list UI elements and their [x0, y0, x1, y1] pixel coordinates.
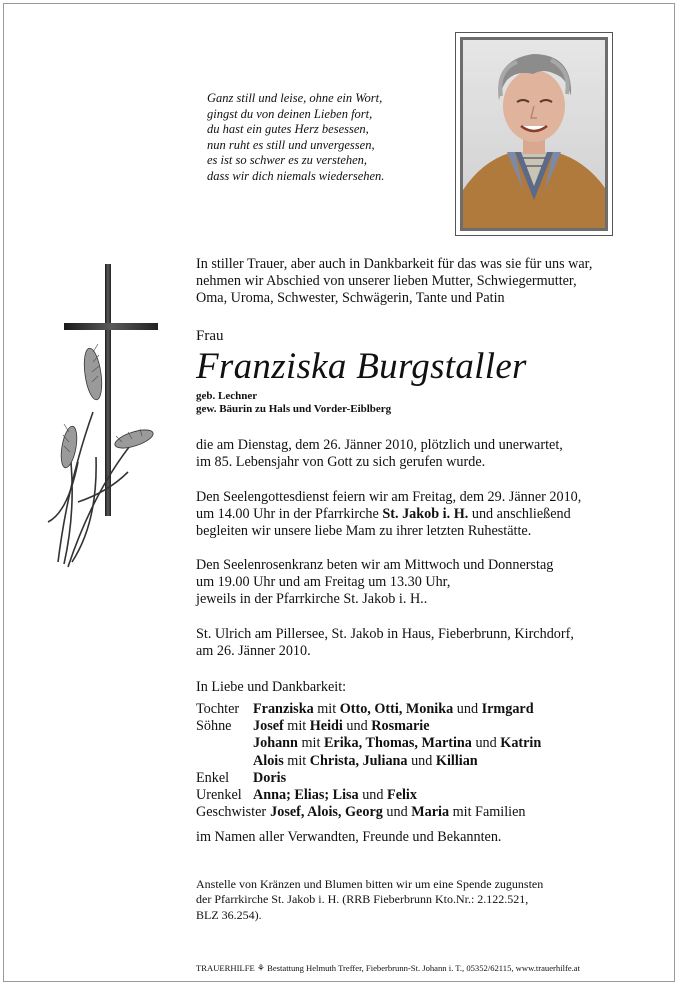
funeral-text: und anschließend — [468, 506, 571, 522]
church-name: St. Jakob i. H. — [382, 506, 469, 522]
footer-text: Bestattung Helmuth Treffer, Fieberbrunn-St. Johann i. T., 05352/62115, www.trauerhilfe.at — [267, 963, 581, 973]
family-name: Alois — [253, 752, 284, 769]
family-members — [270, 804, 525, 820]
family-relation: Geschwister — [196, 804, 267, 821]
family-relation: Tochter — [196, 701, 240, 717]
family-connector: mit Familien — [449, 804, 526, 821]
family-members — [253, 753, 478, 770]
family-name: Johann — [253, 735, 298, 752]
family-connector: und — [382, 804, 412, 821]
poem-line: du hast ein gutes Herz besessen, — [207, 122, 369, 137]
places-line: St. Ulrich am Pillersee, St. Jakob in Haus, Fieberbrunn, Kirchdorf, — [196, 626, 574, 642]
family-members — [253, 770, 286, 787]
family-connector: und — [407, 752, 436, 769]
family-name: Rosmarie — [371, 718, 430, 735]
wheat-icon: ⚘ — [256, 963, 265, 973]
footer — [196, 963, 580, 974]
family-name: Christa, Juliana — [309, 752, 408, 769]
places-date — [196, 626, 574, 660]
footer-brand: TRAUERHILFE — [196, 963, 255, 973]
family-list — [196, 701, 542, 821]
note-line: BLZ 36.254). — [196, 907, 262, 922]
family-relation: Urenkel — [196, 786, 242, 803]
note-line: Anstelle von Kränzen und Blumen bitten wir um eine Spende zugunsten — [196, 877, 544, 891]
family-members — [253, 701, 534, 718]
occupation: gew. Bäurin zu Hals und Vorder-Eiblberg — [196, 403, 392, 415]
family-name: Heidi — [309, 718, 343, 735]
family-connector: und — [358, 786, 388, 803]
family-members — [253, 735, 541, 752]
birth-name: geb. Lechner — [196, 390, 258, 402]
family-name: Franziska — [253, 701, 314, 717]
rosary-line: Den Seelenrosenkranz beten wir am Mittwoch und Donnerstag — [196, 557, 554, 573]
family-connector: mit — [297, 735, 324, 752]
family-row — [196, 701, 534, 718]
poem-line: nun ruht es still und unvergessen, — [207, 137, 375, 152]
family-connector: mit — [283, 752, 310, 769]
family-relation: Enkel — [196, 769, 230, 786]
donation-note — [196, 877, 543, 923]
intro-line: nehmen wir Abschied von unserer lieben Mutter, Schwiegermutter, — [196, 273, 577, 289]
family-name: Anna; Elias; Lisa — [253, 786, 359, 803]
poem-line: es ist so schwer es zu verstehen, — [207, 153, 368, 168]
family-name: Josef, Alois, Georg — [270, 804, 383, 821]
family-name: Otto, Otti, Monika — [339, 701, 454, 717]
family-name: Irmgard — [481, 701, 534, 717]
places-line: am 26. Jänner 2010. — [196, 643, 311, 659]
cross-with-wheat-icon — [38, 262, 164, 580]
poem — [207, 91, 384, 185]
funeral-line: begleiten wir unsere liebe Mam zu ihrer letzten Ruhestätte. — [196, 523, 532, 539]
family-name: Erika, Thomas, Martina — [323, 735, 472, 752]
portrait-photo — [460, 37, 608, 231]
intro-line: Oma, Uroma, Schwester, Schwägerin, Tante und Patin — [196, 290, 505, 306]
family-connector: mit — [313, 701, 340, 717]
intro-text — [196, 256, 592, 307]
rosary-line: um 19.00 Uhr und am Freitag um 13.30 Uhr, — [196, 574, 451, 590]
rosary-line: jeweils in der Pfarrkirche St. Jakob i. H.. — [196, 591, 428, 607]
family-name: Felix — [387, 786, 417, 803]
salutation: Frau — [196, 328, 224, 344]
family-connector: mit — [283, 718, 310, 735]
deceased-name: Franziska Burgstaller — [196, 346, 527, 387]
portrait-image — [463, 40, 605, 228]
family-row — [196, 770, 526, 787]
poem-line: Ganz still und leise, ohne ein Wort, — [207, 91, 383, 105]
poem-line: dass wir dich niemals wiedersehen. — [207, 168, 385, 183]
family-connector: und — [453, 701, 482, 717]
funeral-notice — [196, 489, 581, 540]
death-line: im 85. Lebensjahr von Gott zu sich gerufen wurde. — [196, 454, 486, 470]
family-row — [196, 804, 526, 821]
closing-line: im Namen aller Verwandten, Freunde und Bekannten. — [196, 829, 502, 845]
family-name: Maria — [411, 804, 450, 821]
intro-line: In stiller Trauer, aber auch in Dankbarkeit für das was sie für uns war, — [196, 256, 593, 272]
family-row — [196, 753, 526, 770]
rosary-notice — [196, 557, 553, 608]
poem-line: gingst du von deinen Lieben fort, — [207, 106, 373, 121]
death-line: die am Dienstag, dem 26. Jänner 2010, plötzlich und unerwartet, — [196, 437, 563, 453]
family-row — [196, 787, 526, 804]
family-relation: Söhne — [196, 718, 232, 735]
death-notice — [196, 437, 563, 471]
family-name: Josef — [253, 718, 284, 735]
family-connector: und — [342, 718, 372, 735]
portrait-photo-frame — [455, 32, 613, 236]
love-line: In Liebe und Dankbarkeit: — [196, 679, 347, 695]
family-name: Doris — [253, 769, 287, 786]
funeral-line: Den Seelengottesdienst feiern wir am Freitag, dem 29. Jänner 2010, — [196, 489, 582, 505]
family-members — [253, 787, 417, 804]
funeral-line — [196, 506, 581, 523]
family-name: Killian — [435, 752, 478, 769]
family-row — [196, 735, 542, 752]
funeral-text: um 14.00 Uhr in der Pfarrkirche — [196, 506, 383, 522]
family-connector: und — [471, 735, 501, 752]
note-line: der Pfarrkirche St. Jakob i. H. (RRB Fieberbrunn Kto.Nr.: 2.122.521, — [196, 892, 529, 907]
family-members — [253, 718, 430, 735]
family-name: Katrin — [500, 735, 542, 752]
family-row — [196, 718, 526, 735]
